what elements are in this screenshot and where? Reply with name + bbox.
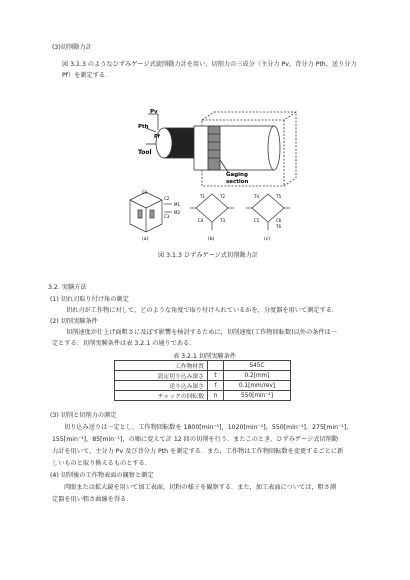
table-cell-sym [208, 361, 224, 371]
m1-label: M1 [174, 202, 180, 207]
table-cell-sym: n [208, 391, 224, 401]
c5-label: C5 [254, 218, 260, 223]
sub2-heading: (2) 切削実験条件 [50, 318, 98, 325]
sub2-line1: 切削速度が仕上げ面粗さに及ぼす影響を検討するために，切削速度(工作物回転数)以外の条件は一 [66, 329, 337, 336]
table-caption: 表 3.2.1 切削実験条件 [173, 353, 236, 360]
table-cell-name: 工作物材質 [115, 361, 208, 371]
t5-label: T5 [276, 194, 281, 199]
table-cell-sym: t [208, 371, 224, 381]
section-3-2-heading: 3.2. 実験方法 [48, 284, 87, 291]
table-cell-name: 設定切り込み深さ [115, 371, 208, 381]
dynamometer-figure [128, 108, 308, 248]
table-cell-name: 送り込み深さ [115, 381, 208, 391]
s3-line: しいものと取り換えるものとする． [52, 460, 151, 467]
section-paragraph: 図 3.1.3 のようなひずみゲージ式旋削動力計を用い，切削力の三成分（主分力 Pv，背分力 Pth，送り分力 Pf）を測定する． [62, 61, 357, 80]
c2-label: C2 [164, 196, 170, 201]
section-label: section [226, 179, 249, 185]
table-row [115, 361, 291, 371]
s4-line: 定器を用い粗さ曲線を得る． [52, 496, 133, 503]
section-heading: (3)切削動力計 [52, 44, 92, 51]
s4-line: 肉眼または拡大鏡を用いて加工表面，切粉の様子を観察する．また，加工表面については，粗さ測 [64, 484, 337, 491]
m2-label: M2 [174, 210, 180, 215]
table-cell-name: チャックの回転数 [115, 391, 208, 401]
s3-line: 155[min⁻¹]，85[min⁻¹]，の順に変えて計 12 回の切削を行う．またこのとき，ひずみゲージ式切削動 [52, 436, 338, 443]
s3-heading: (3) 切削と切削力の測定 [50, 412, 117, 419]
figure-caption: 図 3.1.3 ひずみゲージ式切削動力計 [158, 252, 258, 259]
t4-label: T4 [254, 194, 259, 199]
c4-label: C4 [198, 218, 204, 223]
conditions-table [114, 360, 291, 401]
t6-label: T6 [276, 224, 281, 229]
table-cell-sym: f [208, 381, 224, 391]
tool-label: Tool [138, 149, 152, 156]
sub2-line2: 定とする．切削実験条件は表 3.2.1 の通りである． [52, 340, 196, 347]
table-row [115, 391, 291, 401]
table-cell-val: 0.1[mm/rev] [224, 381, 291, 391]
s3-line: 力計を用いて，主分力 Pv 及び背分力 Pth を測定する．また，工作物は工作物回転数を変更するごとに新 [52, 448, 344, 455]
table-cell-val: S45C [224, 361, 291, 371]
gaging-label: Gaging [226, 172, 248, 178]
s4-heading: (4) 切削後の工作物表面の観察と測定 [50, 472, 154, 479]
table-row [115, 381, 291, 391]
c1-label: C1 [142, 190, 148, 195]
c3-label: C3 [164, 214, 170, 219]
pf-label: Pf [154, 134, 160, 140]
s3-line: 切り込み送りは一定とし，工作物回転数を 1800[min⁻¹]，1020[min⁻¹]，550[min⁻¹]，275[min⁻¹]， [64, 424, 353, 431]
sub1-heading: (1) 切れ刃取り付け角の測定 [50, 296, 129, 303]
t3-label: T3 [220, 218, 225, 223]
fig-b-label: (b) [208, 237, 215, 242]
t2-label: T2 [220, 194, 225, 199]
table-row [115, 371, 291, 381]
c6-label: C6 [276, 218, 282, 223]
t1-label: T1 [200, 194, 205, 199]
table-cell-val: 0.2[mm] [224, 371, 291, 381]
fig-c-label: (c) [264, 237, 270, 242]
sub1-text: 切れ刃が工作物に対して，どのような角度で取り付けられているかを，分度器を用いて測定する． [66, 307, 339, 314]
pv-label: Pv [150, 109, 158, 115]
fig-a-label: (a) [142, 237, 149, 242]
pth-label: Pth [138, 124, 149, 130]
table-cell-val: 550[min⁻¹] [224, 391, 291, 401]
